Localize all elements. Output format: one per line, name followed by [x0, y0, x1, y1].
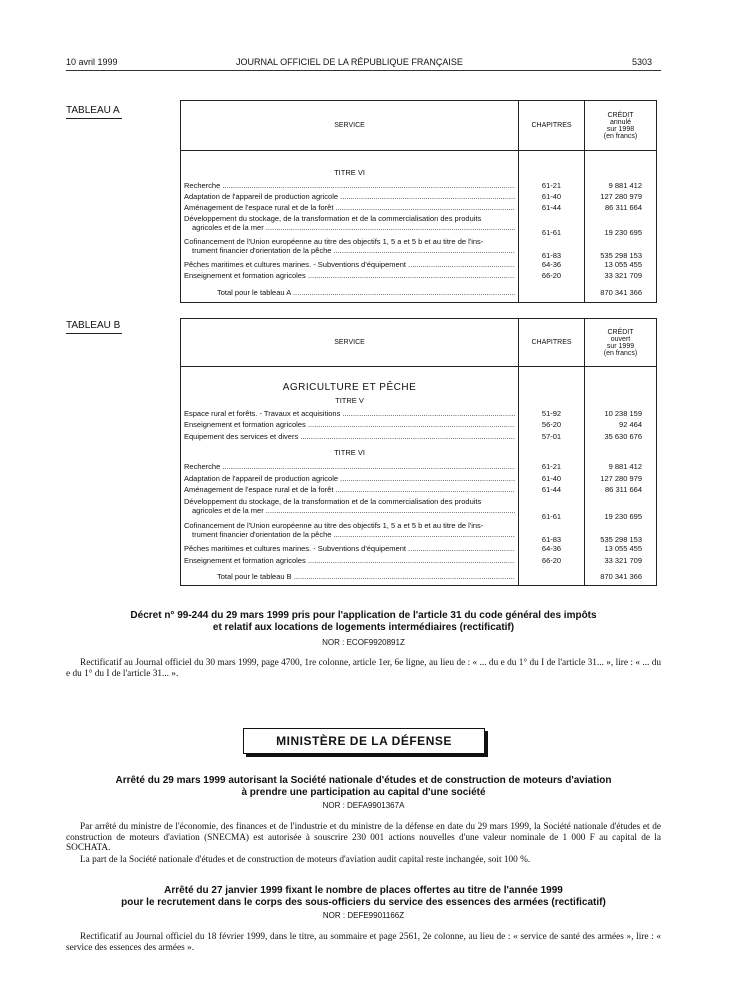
- header-journal-title: JOURNAL OFFICIEL DE LA RÉPUBLIQUE FRANÇAISE: [236, 57, 463, 67]
- table-row: Cofinancement de l'Union européenne au titre des objectifs 1, 5 a et 5 b et au titre de l'ins- trument financier d'orientation de la pêche ..... 61-83 535 298 153: [181, 521, 657, 545]
- table-row: Espace rural et forêts. - Travaux et acquisitions ..... 51-92 10 238 159: [181, 409, 657, 421]
- total-row: Total pour le tableau A ..... 870 341 366: [181, 283, 657, 303]
- arrete2-title: Arrêté du 27 janvier 1999 fixant le nombre de places offertes au titre de l'année 1999 pour le recrutement dans le corps des sous-officiers du service des essences des armées (rectificatif): [121, 885, 606, 908]
- table-row: Adaptation de l'appareil de production agricole ..... 61-40 127 280 979: [181, 474, 657, 486]
- header-date: 10 avril 1999: [66, 57, 118, 67]
- table-row: Equipement des services et divers ..... 57-01 35 630 676: [181, 432, 657, 444]
- table-row: Enseignement et formation agricoles ..... 56-20 92 464: [181, 420, 657, 432]
- decret-nor: NOR : ECOF9920891Z: [322, 638, 405, 647]
- table-row: Pêches maritimes et cultures marines. - Subventions d'équipement ..... 64-36 13 055 455: [181, 260, 657, 271]
- arrete1-text: Par arrêté du ministre de l'économie, des finances et de l'industrie et du ministre de la défense en date du 29 mars 1999, la Société nationale d'études et de construction de moteurs d'aviation (SNECMA) est autorisée à souscrire 230 001 actions nouvelles d'une valeur nominale de 1 000 F au capital de la SOCHATA.: [66, 822, 661, 853]
- decret-title: Décret n° 99-244 du 29 mars 1999 pris pour l'application de l'article 31 du code général des impôts et relatif aux locations de logements intermédiaires (rectificatif): [130, 610, 597, 633]
- table-row: Enseignement et formation agricoles ..... 66-20 33 321 709: [181, 271, 657, 282]
- table-row: Pêches maritimes et cultures marines. - Subventions d'équipement ..... 64-36 13 055 455: [181, 544, 657, 556]
- tableau-a-underline: [66, 118, 122, 119]
- table-row: Adaptation de l'appareil de production agricole ..... 61-40 127 280 979: [181, 192, 657, 203]
- table-row: Recherche ..... 61-21 9 881 412: [181, 181, 657, 192]
- tableau-a: [180, 100, 657, 303]
- col-service-header: SERVICE: [181, 101, 519, 151]
- col-credit-header: CRÉDIT ouvert sur 1999 (en francs): [585, 319, 657, 367]
- tableau-b-label: TABLEAU B: [66, 320, 121, 331]
- header-rule: [66, 70, 661, 71]
- col-chapitres-header: CHAPITRES: [519, 319, 585, 367]
- table-row: Recherche ..... 61-21 9 881 412: [181, 462, 657, 474]
- arrete2-nor: NOR : DEFE9901166Z: [322, 911, 405, 920]
- section-title: TITRE VI: [181, 444, 519, 462]
- total-row: Total pour le tableau B ..... 870 341 366: [181, 568, 657, 586]
- table-row: Cofinancement de l'Union européenne au titre des objectifs 1, 5 a et 5 b et au titre de l'ins- trument financier d'orientation de la pêche ..... 61-83 535 298 153: [181, 237, 657, 260]
- section-title: TITRE VI: [181, 151, 519, 181]
- arrete1-text-2: La part de la Société nationale d'études et de construction de moteurs d'aviation audit capital reste inchangée, soit 100 %.: [80, 855, 531, 865]
- arrete2-text: Rectificatif au Journal officiel du 18 février 1999, dans le titre, au sommaire et page 2561, 2e colonne, au lieu de : « service de santé des armées », lire : « service des essences des armées ».: [66, 932, 661, 953]
- table-row: Aménagement de l'espace rural et de la forêt ..... 61-44 86 311 664: [181, 485, 657, 497]
- arrete1-nor: NOR : DEFA9901367A: [322, 801, 405, 810]
- table-row: Développement du stockage, de la transformation et de la commercialisation des produits agricoles et de la mer ..... 61-61 19 230 695: [181, 214, 657, 237]
- header-page-number: 5303: [632, 57, 653, 67]
- col-chapitres-header: CHAPITRES: [519, 101, 585, 151]
- table-row: Développement du stockage, de la transformation et de la commercialisation des produits agricoles et de la mer ..... 61-61 19 230 695: [181, 497, 657, 521]
- tableau-a-label: TABLEAU A: [66, 105, 120, 116]
- arrete1-title: Arrêté du 29 mars 1999 autorisant la Société nationale d'études et de construction de moteurs d'aviation à prendre une participation au capital d'une société: [115, 775, 612, 798]
- section-title: TITRE V: [181, 393, 519, 409]
- col-credit-header: CRÉDIT annulé sur 1998 (en francs): [585, 101, 657, 151]
- ministry-heading: AGRICULTURE ET PÊCHE: [181, 367, 519, 393]
- tableau-b-underline: [66, 333, 122, 334]
- decret-text: Rectificatif au Journal officiel du 30 mars 1999, page 4700, 1re colonne, article 1er, 6e ligne, au lieu de : « ... du e du 1° du I de l'article 31... », lire : « ... du e du 1° du I de l'article 31... ».: [66, 658, 661, 679]
- ministry-box: MINISTÈRE DE LA DÉFENSE: [243, 728, 485, 754]
- col-service-header: SERVICE: [181, 319, 519, 367]
- table-row: Aménagement de l'espace rural et de la forêt ..... 61-44 86 311 664: [181, 203, 657, 214]
- tableau-b: [180, 318, 657, 586]
- table-row: Enseignement et formation agricoles ..... 66-20 33 321 709: [181, 556, 657, 568]
